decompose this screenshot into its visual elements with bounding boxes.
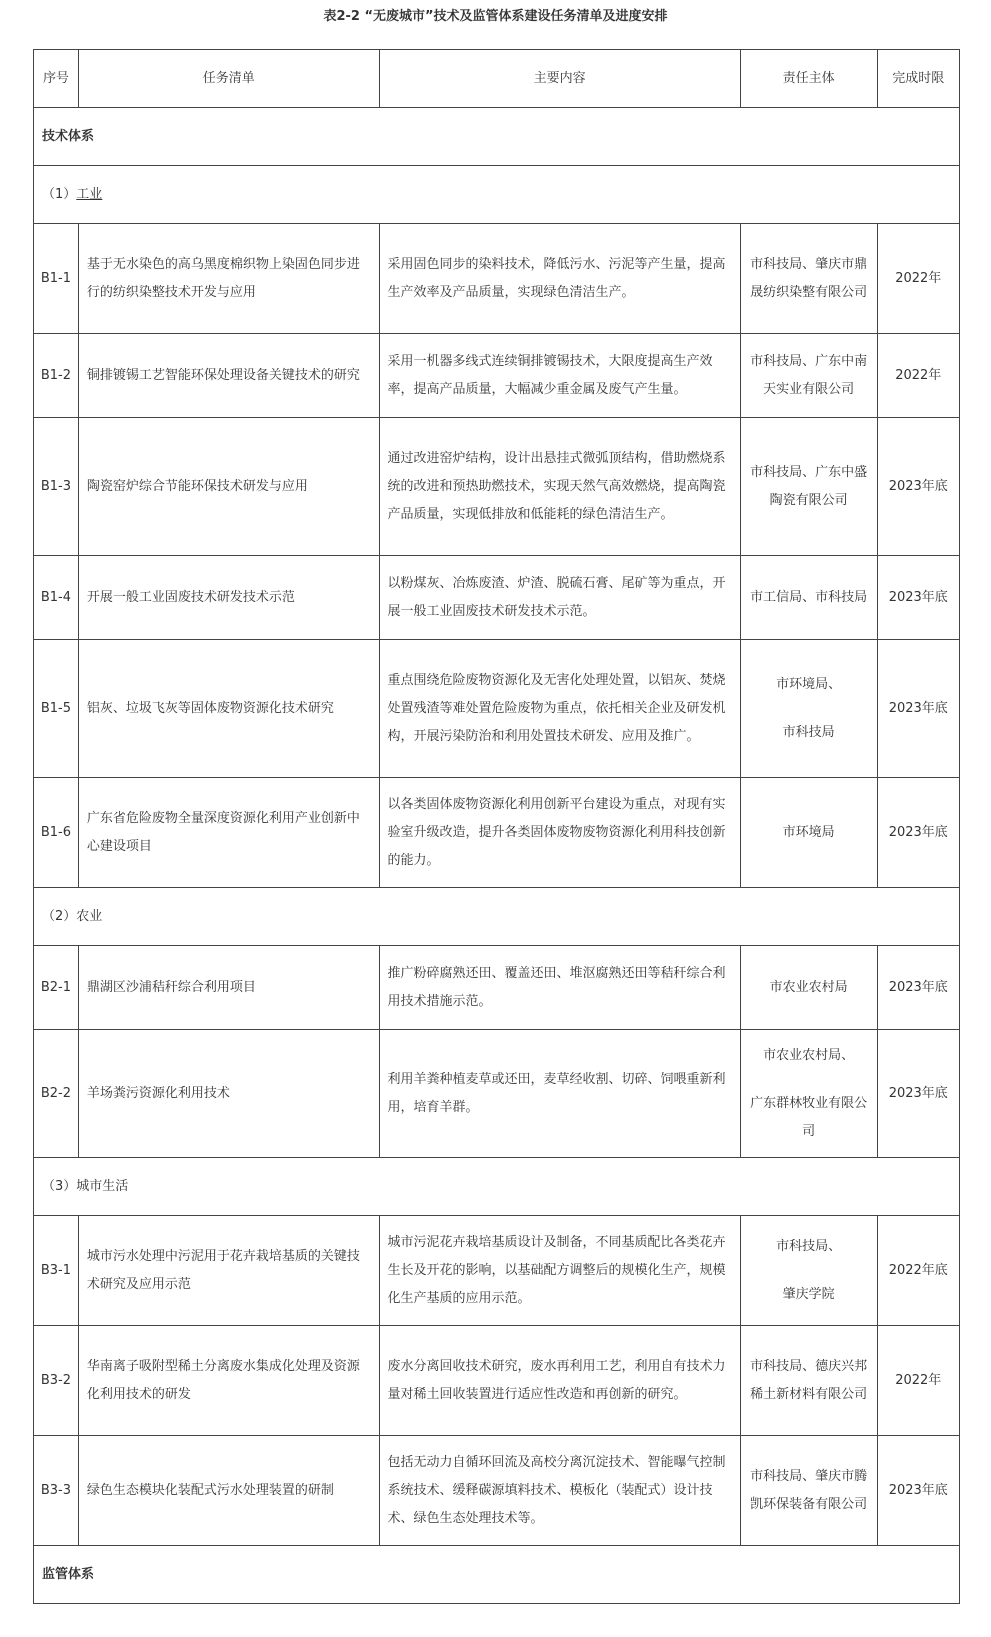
row-deadline: 2023年底 <box>877 1436 960 1546</box>
section-row-city <box>34 1158 960 1216</box>
table-row <box>34 334 960 418</box>
row-content: 包括无动力自循环回流及高校分离沉淀技术、智能曝气控制系统技术、缓释碳源填料技术、模板化（装配式）设计技术、绿色生态处理技术等。 <box>379 1436 740 1546</box>
row-task: 铜排镀锡工艺智能环保处理设备关键技术的研究 <box>78 334 379 418</box>
table-row <box>34 1216 960 1326</box>
row-num: B2-2 <box>34 1030 79 1158</box>
row-num: B1-1 <box>34 224 79 334</box>
table-row <box>34 1436 960 1546</box>
row-owner-line: 市科技局 <box>782 724 835 740</box>
row-owner: 市工信局、市科技局 <box>740 556 877 640</box>
section-row-tech <box>34 108 960 166</box>
table-row <box>34 946 960 1030</box>
section-industry-name: 工业 <box>76 186 103 202</box>
row-content: 以各类固体废物资源化利用创新平台建设为重点，对现有实验室升级改造，提升各类固体废物废物资源化利用科技创新的能力。 <box>379 778 740 888</box>
row-num: B1-2 <box>34 334 79 418</box>
row-task: 广东省危险废物全量深度资源化利用产业创新中心建设项目 <box>78 778 379 888</box>
table-row <box>34 1326 960 1436</box>
row-owner: 市农业农村局 <box>740 946 877 1030</box>
section-industry-prefix: （1） <box>42 186 77 202</box>
row-deadline: 2023年底 <box>877 418 960 556</box>
row-owner-line: 市环境局、 <box>776 676 842 692</box>
row-num: B1-5 <box>34 640 79 778</box>
row-owner <box>740 1216 877 1326</box>
row-num: B1-4 <box>34 556 79 640</box>
table-row <box>34 1030 960 1158</box>
row-content: 以粉煤灰、冶炼废渣、炉渣、脱硫石膏、尾矿等为重点，开展一般工业固废技术研发技术示范。 <box>379 556 740 640</box>
row-owner: 市环境局 <box>740 778 877 888</box>
table-row <box>34 640 960 778</box>
row-num: B1-6 <box>34 778 79 888</box>
row-deadline: 2023年底 <box>877 778 960 888</box>
table-row <box>34 778 960 888</box>
table-row <box>34 224 960 334</box>
row-num: B3-1 <box>34 1216 79 1326</box>
row-num: B3-2 <box>34 1326 79 1436</box>
row-deadline: 2023年底 <box>877 640 960 778</box>
row-owner: 市科技局、肇庆市鼎晟纺织染整有限公司 <box>740 224 877 334</box>
row-owner: 市科技局、肇庆市腾凯环保装备有限公司 <box>740 1436 877 1546</box>
row-owner <box>740 1030 877 1158</box>
row-content: 重点围绕危险废物资源化及无害化处理处置，以铝灰、焚烧处置残渣等难处置危险废物为重点，依托相关企业及研发机构，开展污染防治和利用处置技术研发、应用及推广。 <box>379 640 740 778</box>
row-content: 采用一机器多线式连续铜排镀锡技术，大限度提高生产效率，提高产品质量，大幅减少重金属及废气产生量。 <box>379 334 740 418</box>
row-task: 华南离子吸附型稀土分离废水集成化处理及资源化利用技术的研发 <box>78 1326 379 1436</box>
row-owner-line: 广东群林牧业有限公司 <box>750 1095 868 1139</box>
row-owner <box>740 640 877 778</box>
row-content: 推广粉碎腐熟还田、覆盖还田、堆沤腐熟还田等秸秆综合利用技术措施示范。 <box>379 946 740 1030</box>
row-owner: 市科技局、广东中南天实业有限公司 <box>740 334 877 418</box>
row-content: 利用羊粪种植麦草或还田，麦草经收割、切碎、饲喂重新利用，培育羊群。 <box>379 1030 740 1158</box>
row-deadline: 2023年底 <box>877 556 960 640</box>
section-tech: 技术体系 <box>34 108 960 166</box>
table-row <box>34 556 960 640</box>
section-row-agri <box>34 888 960 946</box>
row-deadline: 2022年 <box>877 224 960 334</box>
col-header-num: 序号 <box>34 50 79 108</box>
row-content: 废水分离回收技术研究，废水再利用工艺，利用自有技术力量对稀土回收装置进行适应性改造和再创新的研究。 <box>379 1326 740 1436</box>
col-header-owner: 责任主体 <box>740 50 877 108</box>
section-city: （3）城市生活 <box>34 1158 960 1216</box>
section-agri: （2）农业 <box>34 888 960 946</box>
row-num: B2-1 <box>34 946 79 1030</box>
row-task: 羊场粪污资源化利用技术 <box>78 1030 379 1158</box>
section-row-industry <box>34 166 960 224</box>
row-owner-line: 肇庆学院 <box>782 1286 835 1302</box>
table-row <box>34 418 960 556</box>
col-header-deadline: 完成时限 <box>877 50 960 108</box>
row-deadline: 2022年 <box>877 334 960 418</box>
row-owner: 市科技局、德庆兴邦稀土新材料有限公司 <box>740 1326 877 1436</box>
task-table <box>33 49 960 1604</box>
section-supervision: 监管体系 <box>34 1546 960 1604</box>
row-content: 城市污泥花卉栽培基质设计及制备，不同基质配比各类花卉生长及开花的影响，以基础配方调整后的规模化生产，规模化生产基质的应用示范。 <box>379 1216 740 1326</box>
row-task: 基于无水染色的高乌黑度棉织物上染固色同步进行的纺织染整技术开发与应用 <box>78 224 379 334</box>
row-task: 城市污水处理中污泥用于花卉栽培基质的关键技术研究及应用示范 <box>78 1216 379 1326</box>
row-content: 通过改进窑炉结构，设计出悬挂式微弧顶结构，借助燃烧系统的改进和预热助燃技术，实现天然气高效燃烧，提高陶瓷产品质量，实现低排放和低能耗的绿色清洁生产。 <box>379 418 740 556</box>
row-num: B3-3 <box>34 1436 79 1546</box>
section-industry <box>34 166 960 224</box>
row-deadline: 2022年底 <box>877 1216 960 1326</box>
row-num: B1-3 <box>34 418 79 556</box>
table-title: 表2-2 “无废城市”技术及监管体系建设任务清单及进度安排 <box>323 9 668 24</box>
row-deadline: 2023年底 <box>877 1030 960 1158</box>
row-task: 陶瓷窑炉综合节能环保技术研发与应用 <box>78 418 379 556</box>
row-task: 绿色生态模块化装配式污水处理装置的研制 <box>78 1436 379 1546</box>
row-owner-line: 市农业农村局、 <box>763 1047 855 1063</box>
row-task: 鼎湖区沙浦秸秆综合利用项目 <box>78 946 379 1030</box>
row-task: 开展一般工业固废技术研发技术示范 <box>78 556 379 640</box>
row-owner-line: 市科技局、 <box>776 1238 842 1254</box>
header-row <box>34 50 960 108</box>
row-owner: 市科技局、广东中盛陶瓷有限公司 <box>740 418 877 556</box>
row-deadline: 2022年 <box>877 1326 960 1436</box>
row-task: 铝灰、垃圾飞灰等固体废物资源化技术研究 <box>78 640 379 778</box>
section-row-supervision <box>34 1546 960 1604</box>
col-header-task: 任务清单 <box>78 50 379 108</box>
col-header-content: 主要内容 <box>379 50 740 108</box>
row-content: 采用固色同步的染料技术，降低污水、污泥等产生量，提高生产效率及产品质量，实现绿色清洁生产。 <box>379 224 740 334</box>
row-deadline: 2023年底 <box>877 946 960 1030</box>
